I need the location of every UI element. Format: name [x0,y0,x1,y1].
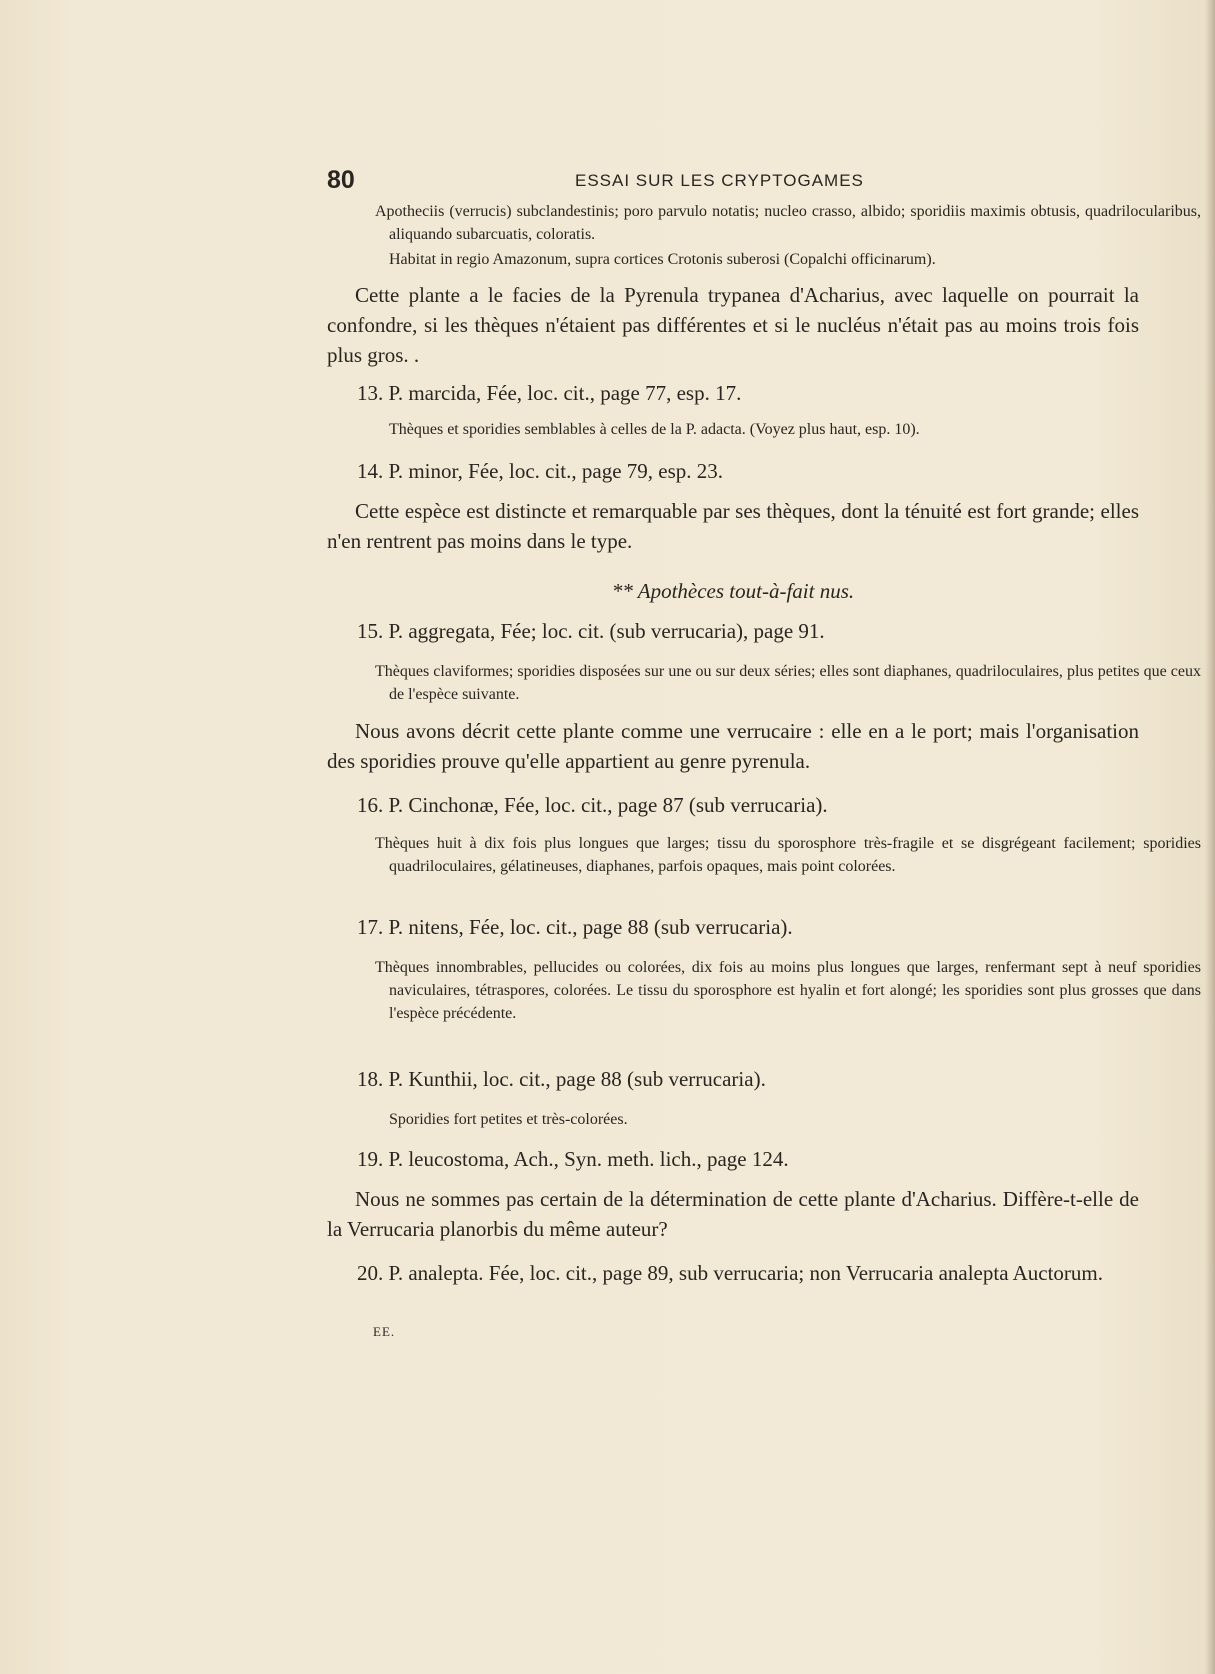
running-head [327,168,1139,196]
latin-diagnosis [327,200,1201,246]
entry-18-description [327,1108,1201,1131]
entry-14-title: 14. P. minor, Fée, loc. cit., page 79, esp. 23. [357,459,724,483]
entry-15-title: 15. P. aggregata, Fée; loc. cit. (sub verrucaria), page 91. [357,619,825,643]
entry-15-text: Thèques claviformes; sporidies disposées sur une ou sur deux séries; elles sont diaphanes, quadriloculaires, plus petites que ceux de l'espèce suivante. [375,663,1201,703]
entry-16-description [327,832,1201,878]
diagnosis-text: Apotheciis (verrucis) subclandestinis; poro parvulo notatis; nucleo crasso, albido; sporidiis maximis obtusis, quadrilocularibus, aliquando subarcuatis, coloratis. [375,203,1201,243]
entry-20 [327,1258,1139,1288]
entry-15-heading [327,616,1139,646]
entry-18-text: Sporidies fort petites et très-colorées. [389,1111,628,1128]
entry-18-heading [327,1064,1139,1094]
paragraph-facies [327,280,1139,370]
section-heading [327,576,1139,606]
entry-20-text: 20. P. analepta. Fée, loc. cit., page 89, sub verrucaria; non Verrucaria analepta Auctorum. [357,1261,1104,1285]
habitat-text: Habitat in regio Amazonum, supra cortices Crotonis suberosi (Copalchi officinarum). [389,251,936,268]
running-title: ESSAI SUR LES CRYPTOGAMES [575,171,864,190]
entry-17-heading [327,912,1139,942]
entry-13-title: 13. P. marcida, Fée, loc. cit., page 77, esp. 17. [357,381,742,405]
signature-text: EE. [373,1324,396,1339]
entry-17-text: Thèques innombrables, pellucides ou colorées, dix fois au moins plus longues que larges, renfermant sept à neuf sporidies naviculaires, tétraspores, colorées. Le tissu du sporosphore est hyalin et fort alongé; les sporidies sont plus grosses que dans l'espèce précédente. [375,959,1201,1022]
page-number: 80 [327,166,355,194]
entry-17-title: 17. P. nitens, Fée, loc. cit., page 88 (sub verrucaria). [357,915,793,939]
entry-19-text: Nous ne sommes pas certain de la détermination de cette plante d'Acharius. Diffère-t-elle de la Verrucaria planorbis du même auteur? [327,1187,1139,1241]
entry-15-note [327,716,1139,776]
entry-16-text: Thèques huit à dix fois plus longues que larges; tissu du sporosphore très-fragile et se disgrégeant facilement; sporidies quadriloculaires, gélatineuses, diaphanes, parfois opaques, mais point colorées. [375,835,1201,875]
page-edge-shadow [1205,0,1215,1674]
entry-15-note-text: Nous avons décrit cette plante comme une verrucaire : elle en a le port; mais l'organisation des sporidies prouve qu'elle appartient au genre pyrenula. [327,719,1139,773]
facies-text: Cette plante a le facies de la Pyrenula trypanea d'Acharius, avec laquelle on pourrait la confondre, si les thèques n'étaient pas différentes et si le nucléus n'était pas au moins trois fois plus gros. . [327,283,1139,367]
entry-13-description [327,418,1201,441]
entry-18-title: 18. P. Kunthii, loc. cit., page 88 (sub verrucaria). [357,1067,766,1091]
entry-19-heading [327,1144,1139,1174]
signature-mark [327,1324,1185,1340]
entry-13-heading [327,378,1139,408]
entry-16-title: 16. P. Cinchonæ, Fée, loc. cit., page 87 (sub verrucaria). [357,793,828,817]
entry-19-title: 19. P. leucostoma, Ach., Syn. meth. lich., page 124. [357,1147,789,1171]
entry-14-description [327,496,1139,556]
entry-16-heading [327,790,1139,820]
section-heading-text: ** Apothèces tout-à-fait nus. [611,579,855,603]
entry-17-description [327,956,1201,1025]
entry-19-description [327,1184,1139,1244]
habitat-line [327,248,1201,271]
entry-15-description [327,660,1201,706]
entry-14-text: Cette espèce est distincte et remarquable par ses thèques, dont la ténuité est fort grande; elles n'en rentrent pas moins dans le type. [327,499,1139,553]
entry-13-text: Thèques et sporidies semblables à celles de la P. adacta. (Voyez plus haut, esp. 10). [389,421,920,438]
entry-14-heading [327,456,1139,486]
